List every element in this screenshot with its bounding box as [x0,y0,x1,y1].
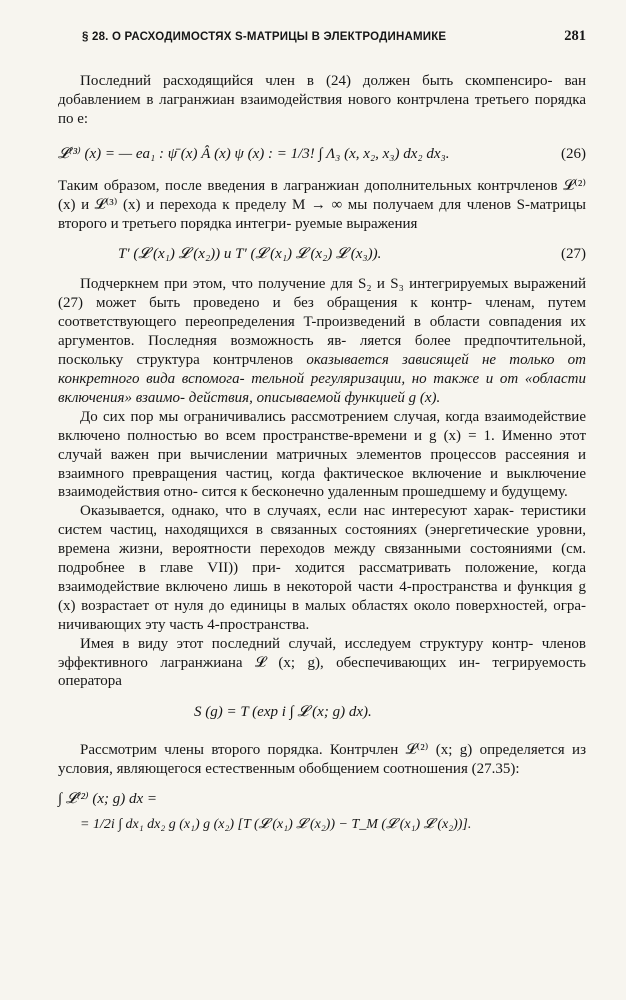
page-number: 281 [564,28,586,44]
paragraph-3 [58,275,586,407]
equation-s-of-g [58,697,586,727]
paragraph-5 [58,502,586,634]
paragraph-6 [58,635,586,692]
equation-final-line-1 [58,787,586,811]
text-line: членам, путем соответствующего переопределения T-произведений [58,295,587,331]
text-line: взаимодействие включено полностью во всем пространстве-времени [58,408,586,444]
text-line: в области совпадения их аргументов. Последняя возможность яв- [58,314,587,350]
text-line: ходится рассматривать положение, когда взаимодействие включено [58,560,586,595]
text-line: получаем для членов S-матрицы второго и третьего порядка интегри- [58,196,587,232]
text-line: руемые выражения [295,215,418,232]
text-line: Последний расходящийся член в (24) должен быть скомпенсиро- [80,73,553,89]
text-line: Имея в виду этот последний случай, исследуем структуру контр- [80,635,534,652]
equation-26 [58,139,586,169]
text-line: тельной регуляризации, но также и от «области включения» взаимо- [58,370,587,406]
text-line: Оказывается, однако, что в случаях, если нас интересуют харак- [80,503,515,520]
text-line: членов эффективного лагранжиана 𝓛 (x; g), обеспечивающих ин- [58,635,587,671]
text-line: от нуля до единицы в малых областях около поверхностей, огра- [154,597,587,614]
running-head: § 28. О РАСХОДИМОСТЯХ S-МАТРИЦЫ В ЭЛЕКТРОДИНАМИКЕ [82,31,447,43]
text-line: (энергетические уровни, времена жизни, вероятности переходов [58,522,587,558]
text-line: определяется из условия, являющегося естественным обобщением [58,742,586,778]
equation-26-body: 𝓛⁽³⁾ (x) = — ea₁ : ψ̄ (x) Â (x) ψ (x) : = 1/3! ∫ Λ₃ (x, x₂, x₃) dx₂ dx₃. [58,145,450,162]
text-line: лишь в некоторой части 4-пространства и функция g (x) возрастает [58,578,586,614]
text-line: ничивающих эту часть 4-пространства. [58,616,310,633]
text-line: выражений (27) может быть проведено и без обращения к контр- [58,276,587,312]
text-line: когда фактическое включение и выключение взаимодействия отно- [58,465,586,501]
text-line: Подчеркнем при этом, что получение для S₂ и S₃ интегрируемых [80,276,509,293]
text-line: и g (x) = 1. Именно этот случай важен при вычислении матричных [58,427,587,463]
text-line: между связанными состояниями (см. подробнее в главе VII)) при- [58,541,587,577]
equation-s-of-g-body: S (g) = T (exp i ∫ 𝓛 (x; g) dx). [194,704,372,721]
text-line: элементов процессов рассеяния и взаимного превращения частиц, [58,446,586,482]
text-line: Таким образом, после введения в лагранжиан дополнительных [58,177,472,194]
page-header [58,28,586,52]
paragraph-1 [58,72,586,129]
page [58,28,586,839]
text-line: оказывается зависящей не только от конкретного вида вспомога- [58,352,587,387]
equation-26-number: (26) [561,145,586,162]
text-line: ван добавлением в лагранжиан взаимодействия нового контрчлена [58,73,587,108]
equation-27-number: (27) [561,246,586,263]
paragraph-4 [58,408,586,503]
equation-final-rhs: = 1/2i ∫ dx₁ dx₂ g (x₁) g (x₂) [T (𝓛 (x₁) 𝓛 (x₂)) − T_M (𝓛 (x₁) 𝓛 (x₂))]. [80,817,472,833]
paragraph-2 [58,177,586,234]
equation-27-body: T′ (𝓛 (x₁) 𝓛 (x₂)) и T′ (𝓛 (x₁) 𝓛 (x₂) 𝓛 (x₃)). [118,246,382,263]
text-line: контрчленов 𝓛⁽²⁾ (x) и 𝓛⁽³⁾ (x) и перехода к пределу M → ∞ мы [58,177,587,213]
text-line: соотношения (27.35): [383,761,520,778]
equation-27 [58,239,586,269]
text-line: тегрируемость оператора [58,654,586,690]
text-line: Рассмотрим члены второго порядка. Контрчлен 𝓛⁽²⁾ (x; g) [80,742,473,759]
text-line: теристики систем частиц, находящихся в связанных состояниях [58,503,586,539]
text-line: ляется более предпочтительной, поскольку структура контрчленов [58,333,586,369]
equation-final-lhs: ∫ 𝓛⁽²⁾ (x; g) dx = [58,791,158,808]
text-line: сится к бесконечно удаленным прошедшему и будущему. [201,484,568,501]
text-line: действия, описываемой функцией g (x). [188,389,441,406]
text-line: До сих пор мы ограничивались рассмотрением случая, когда [80,408,480,425]
equation-final-line-2 [58,811,586,839]
text-line: третьего порядка по e: [58,91,586,127]
paragraph-7 [58,741,586,779]
